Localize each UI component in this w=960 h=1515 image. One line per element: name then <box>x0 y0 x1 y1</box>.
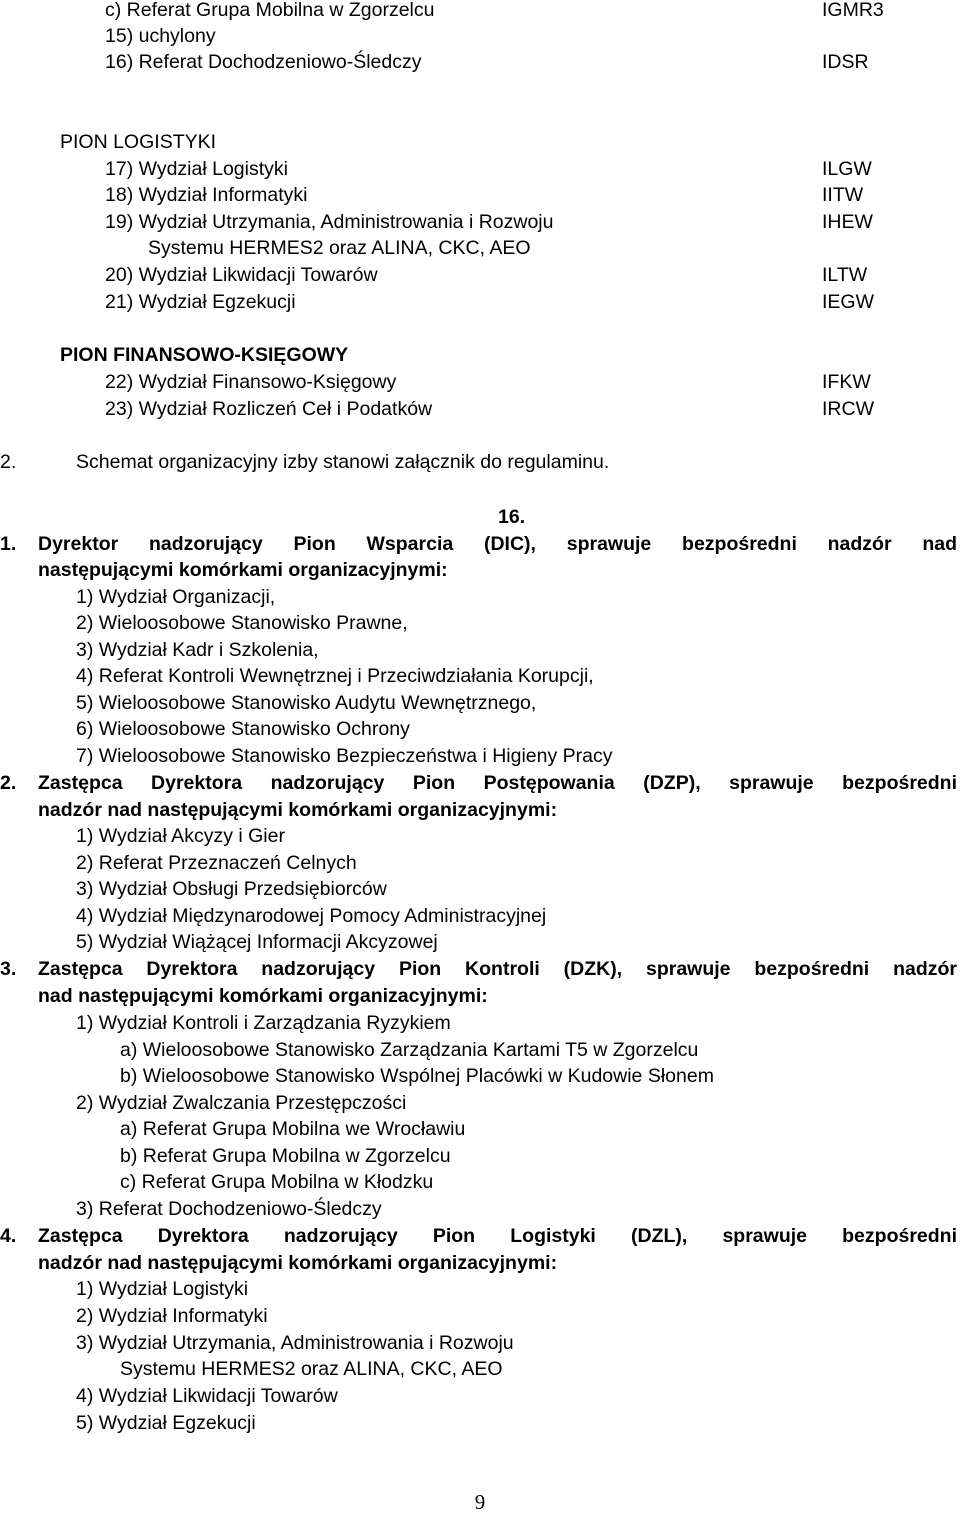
pion-logistyki-code: ILTW <box>822 264 868 286</box>
page-number: 9 <box>474 1490 486 1514</box>
pion-logistyki-code: IITW <box>822 184 864 206</box>
pion-finansowo-row: 22) Wydział Finansowo-Księgowy <box>105 371 397 393</box>
paragraph-1-item: 3) Wydział Kadr i Szkolenia, <box>76 639 319 661</box>
top-row-code: IGMR3 <box>822 0 884 21</box>
paragraph-1-item: 5) Wieloosobowe Stanowisko Audytu Wewnętrznego, <box>76 692 537 714</box>
pion-finansowo-heading: PION FINANSOWO-KSIĘGOWY <box>60 344 349 366</box>
item-2-text: Schemat organizacyjny izby stanowi załącznik do regulaminu. <box>76 451 610 473</box>
paragraph-1-item: 4) Referat Kontroli Wewnętrznej i Przeciwdziałania Korupcji, <box>76 665 594 687</box>
pion-logistyki-row: 17) Wydział Logistyki <box>105 158 288 180</box>
top-row: 16) Referat Dochodzeniowo-Śledczy <box>105 51 422 73</box>
pion-logistyki-row: 20) Wydział Likwidacji Towarów <box>105 264 378 286</box>
paragraph-4-line: Zastępca Dyrektora nadzorujący Pion Logistyki (DZL), sprawuje bezpośredni <box>38 1225 957 1247</box>
paragraph-2-item: 2) Referat Przeznaczeń Celnych <box>76 852 357 874</box>
paragraph-4-item: 2) Wydział Informatyki <box>76 1305 268 1327</box>
paragraph-1-item: 6) Wieloosobowe Stanowisko Ochrony <box>76 718 410 740</box>
top-row: c) Referat Grupa Mobilna w Zgorzelcu <box>105 0 435 21</box>
paragraph-3-subitem: a) Referat Grupa Mobilna we Wrocławiu <box>120 1118 466 1140</box>
top-row-code: IDSR <box>822 51 869 73</box>
paragraph-4-item: 1) Wydział Logistyki <box>76 1278 249 1300</box>
pion-logistyki-row: 21) Wydział Egzekucji <box>105 291 296 313</box>
paragraph-2-item: 4) Wydział Międzynarodowej Pomocy Administracyjnej <box>76 905 547 927</box>
top-row: 15) uchylony <box>105 25 216 47</box>
pion-finansowo-row: 23) Wydział Rozliczeń Ceł i Podatków <box>105 398 433 420</box>
item-2-number: 2. <box>0 451 17 473</box>
pion-logistyki-code: ILGW <box>822 158 872 180</box>
paragraph-1-item: 7) Wieloosobowe Stanowisko Bezpieczeństwa i Higieny Pracy <box>76 745 613 767</box>
paragraph-3-subitem: b) Referat Grupa Mobilna w Zgorzelcu <box>120 1145 451 1167</box>
paragraph-4-item: 3) Wydział Utrzymania, Administrowania i Rozwoju <box>76 1332 514 1354</box>
paragraph-3-line: nad następującymi komórkami organizacyjnymi: <box>38 985 488 1007</box>
paragraph-1-number: 1. <box>0 533 17 555</box>
paragraph-4-item: 5) Wydział Egzekucji <box>76 1412 256 1434</box>
paragraph-4-item: Systemu HERMES2 oraz ALINA, CKC, AEO <box>120 1358 503 1380</box>
paragraph-3-line: Zastępca Dyrektora nadzorujący Pion Kontroli (DZK), sprawuje bezpośredni nadzór <box>38 958 957 980</box>
paragraph-4-item: 4) Wydział Likwidacji Towarów <box>76 1385 338 1407</box>
pion-logistyki-row: 19) Wydział Utrzymania, Administrowania i Rozwoju <box>105 211 554 233</box>
paragraph-4-line: nadzór nad następującymi komórkami organizacyjnymi: <box>38 1252 558 1274</box>
paragraph-1-line: następującymi komórkami organizacyjnymi: <box>38 559 448 581</box>
paragraph-1-item: 1) Wydział Organizacji, <box>76 586 276 608</box>
pion-logistyki-heading: PION LOGISTYKI <box>60 131 217 153</box>
pion-finansowo-code: IFKW <box>822 371 871 393</box>
paragraph-1-line: Dyrektor nadzorujący Pion Wsparcia (DIC), sprawuje bezpośredni nadzór nad <box>38 533 957 555</box>
paragraph-3-number: 3. <box>0 958 17 980</box>
pion-logistyki-row: Systemu HERMES2 oraz ALINA, CKC, AEO <box>148 237 531 259</box>
paragraph-3-subitem: a) Wieloosobowe Stanowisko Zarządzania Kartami T5 w Zgorzelcu <box>120 1039 699 1061</box>
pion-logistyki-code: IEGW <box>822 291 874 313</box>
paragraph-2-item: 5) Wydział Wiążącej Informacji Akcyzowej <box>76 931 438 953</box>
section-number: 16. <box>498 506 526 528</box>
pion-logistyki-code: IHEW <box>822 211 873 233</box>
pion-finansowo-code: IRCW <box>822 398 874 420</box>
paragraph-2-line: Zastępca Dyrektora nadzorujący Pion Postępowania (DZP), sprawuje bezpośredni <box>38 772 957 794</box>
paragraph-2-item: 3) Wydział Obsługi Przedsiębiorców <box>76 878 387 900</box>
pion-logistyki-row: 18) Wydział Informatyki <box>105 184 308 206</box>
paragraph-3-item: 2) Wydział Zwalczania Przestępczości <box>76 1092 407 1114</box>
paragraph-3-item: 3) Referat Dochodzeniowo-Śledczy <box>76 1198 382 1220</box>
paragraph-3-item: 1) Wydział Kontroli i Zarządzania Ryzykiem <box>76 1012 451 1034</box>
paragraph-4-number: 4. <box>0 1225 17 1247</box>
paragraph-2-line: nadzór nad następującymi komórkami organizacyjnymi: <box>38 799 558 821</box>
paragraph-3-subitem: c) Referat Grupa Mobilna w Kłodzku <box>120 1171 434 1193</box>
paragraph-3-subitem: b) Wieloosobowe Stanowisko Wspólnej Placówki w Kudowie Słonem <box>120 1065 714 1087</box>
paragraph-2-item: 1) Wydział Akcyzy i Gier <box>76 825 285 847</box>
paragraph-1-item: 2) Wieloosobowe Stanowisko Prawne, <box>76 612 408 634</box>
paragraph-2-number: 2. <box>0 772 17 794</box>
